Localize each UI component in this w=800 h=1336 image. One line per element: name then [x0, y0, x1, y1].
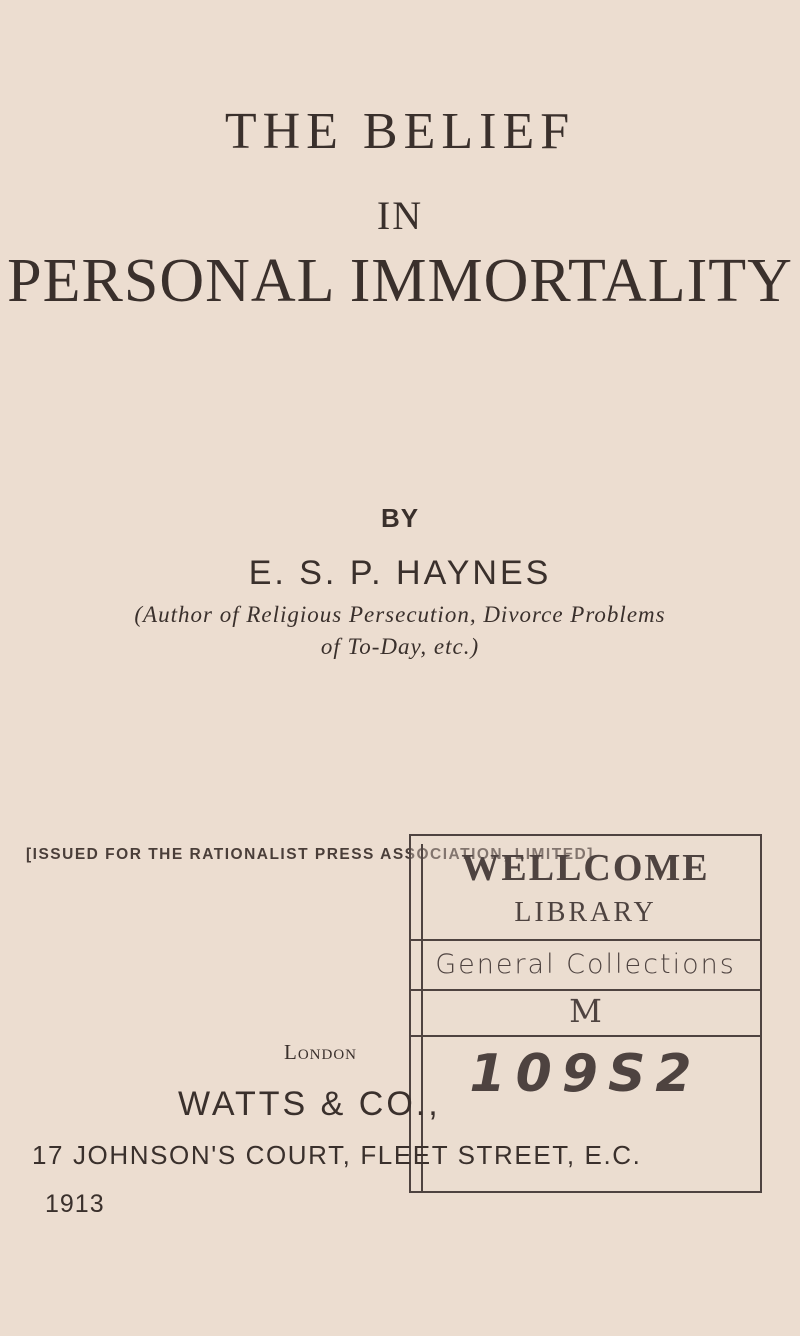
stamp-divider — [411, 989, 760, 991]
stamp-accession-number: 109S2 — [469, 1044, 702, 1104]
stamp-shelfmark: M — [569, 992, 602, 1030]
imprint-publisher: WATTS & CO., — [178, 1085, 441, 1123]
stamp-library-name: WELLCOME — [461, 847, 710, 889]
by-label: BY — [380, 503, 420, 533]
title-line-2: IN — [376, 193, 424, 238]
stamp-collection: General Collections — [435, 949, 736, 980]
title-line-1: THE BELIEF — [224, 103, 576, 160]
stamp-divider — [411, 1035, 760, 1037]
stamp-divider — [411, 939, 760, 941]
imprint-city: London — [284, 1040, 357, 1064]
author-description-line-2: of To-Day, etc.) — [320, 634, 480, 659]
stamp-library-label: LIBRARY — [514, 897, 657, 928]
imprint-address: 17 JOHNSON'S COURT, FLEET STREET, E.C. — [32, 1140, 642, 1170]
author-name: E. S. P. HAYNES — [248, 554, 552, 592]
imprint-year: 1913 — [45, 1190, 105, 1218]
issued-for-note: [ISSUED FOR THE RATIONALIST PRESS ASSOCIATION, LIMITED] — [26, 846, 594, 863]
title-line-3: PERSONAL IMMORTALITY — [7, 247, 793, 315]
author-description-line-1: (Author of Religious Persecution, Divorce Problems — [134, 602, 666, 627]
